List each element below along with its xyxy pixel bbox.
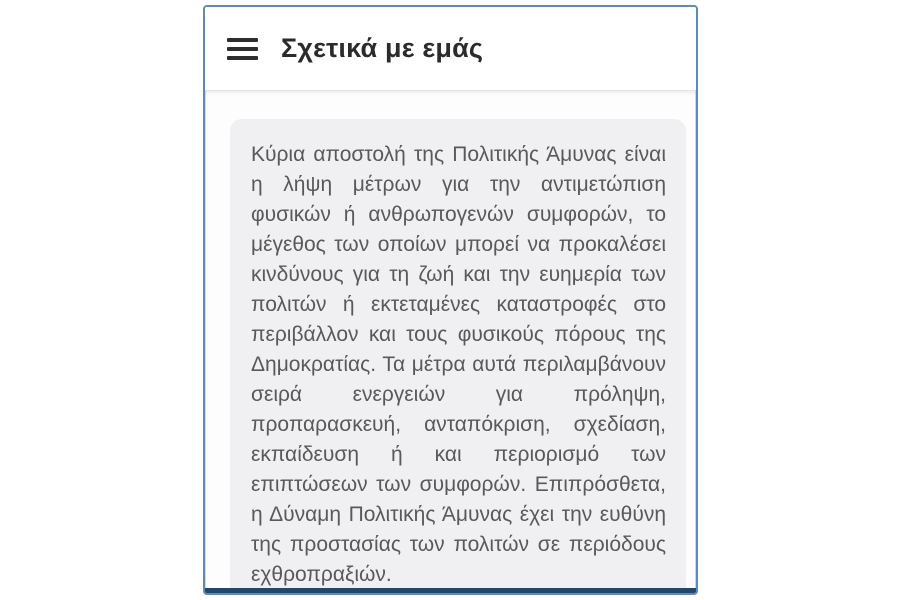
- menu-bar-middle: [227, 47, 258, 51]
- content-area: [205, 119, 696, 595]
- bottom-nav-bar: [205, 588, 696, 593]
- app-header: [205, 7, 696, 91]
- menu-bar-bottom: [227, 56, 258, 60]
- menu-bar-top: [227, 38, 258, 42]
- page-title: Σχετικά με εμάς: [281, 33, 484, 63]
- about-card: [230, 119, 686, 595]
- hamburger-menu-icon[interactable]: [227, 38, 258, 60]
- about-paragraph: Κύρια αποστολή της Πολιτικής Άμυνας είναι η λήψη μέτρων για την αντιμετώπιση φυσικών ή ανθρωπογενών συμφορών, το μέγεθος των οποίων μπορεί να προκαλέσει κινδύνους για τη ζωή και την ευημερία των πολιτών ή εκτεταμένες καταστροφές στο περιβάλλον και τους φυσικούς πόρους της Δημοκρατίας. Τα μέτρα αυτά περιλαμβάνουν σειρά ενεργειών για πρόληψη, προπαρασκευή, ανταπόκριση, σχεδίαση, εκπαίδευση ή και περιορισμό των επιπτώσεων των συμφορών. Επιπρόσθετα, η Δύναμη Πολιτικής Άμυνας έχει την ευθύνη της προστασίας των πολιτών σε περιόδους εχθροπραξιών.: [251, 143, 666, 586]
- app-window: [203, 5, 698, 595]
